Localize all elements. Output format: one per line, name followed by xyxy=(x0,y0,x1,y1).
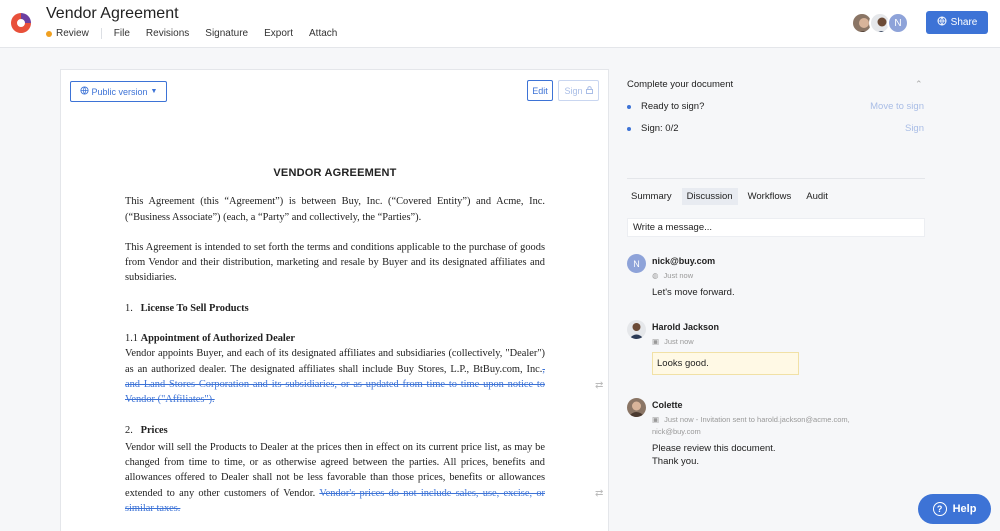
paragraph-prices xyxy=(125,440,545,516)
tab-summary[interactable]: Summary xyxy=(631,191,672,202)
sign-button[interactable] xyxy=(558,80,599,101)
subsection-title: Appointment of Authorized Dealer xyxy=(140,333,296,345)
revert-change-icon[interactable]: ⇄ xyxy=(595,380,604,391)
lock-icon: ▣ xyxy=(652,415,660,424)
message-meta xyxy=(652,336,694,347)
lock-icon xyxy=(586,86,593,96)
message-input[interactable]: Write a message... xyxy=(627,218,925,237)
share-button[interactable] xyxy=(926,11,988,34)
collaborator-avatars xyxy=(855,12,909,34)
text-kept: Vendor will sell the Products to Dealer at the prices then in effect on its current price list, as may be changed from time to time, or as otherwise agreed between the parties. All prices, benefits and allowances offered to Dealer shall not be less favorable than those prices, benefits or allowances extended to any other customers of Vendor. xyxy=(125,441,545,499)
share-label: Share xyxy=(950,17,978,28)
message-meta-cont: nick@buy.com xyxy=(652,427,701,436)
sidebar-tabs xyxy=(626,188,838,205)
message-author: nick@buy.com xyxy=(652,256,716,266)
message-meta xyxy=(652,414,850,425)
edit-button[interactable]: Edit xyxy=(527,80,553,101)
sidebar xyxy=(610,48,1000,531)
message-time: Just now xyxy=(663,271,694,280)
text-kept: Vendor appoints Buyer, and each of its designated affiliates and subsidiaries (collectively, "Dealer") as an authorized dealer. The designated affiliates shall include Buy Stores, L.P., BtBuy.com, Inc. xyxy=(125,348,545,375)
section-number: 2. xyxy=(125,424,133,436)
step-label: Ready to sign? xyxy=(641,101,705,112)
tab-discussion[interactable]: Discussion xyxy=(682,188,738,205)
message-author: Colette xyxy=(652,400,683,410)
section-heading-prices xyxy=(125,423,545,438)
step-bullet-icon xyxy=(627,105,631,109)
avatar xyxy=(627,398,646,417)
document-body[interactable] xyxy=(125,166,545,531)
globe-icon: ◍ xyxy=(652,271,659,280)
subsection-heading-dealer xyxy=(125,331,545,346)
paragraph-dealer xyxy=(125,346,545,407)
caret-down-icon: ▼ xyxy=(150,88,158,95)
menu-revisions[interactable]: Revisions xyxy=(145,28,190,39)
menu-export[interactable]: Export xyxy=(264,28,293,39)
document-panel xyxy=(60,69,609,531)
document-title[interactable]: Vendor Agreement xyxy=(46,5,179,22)
step-bullet-icon xyxy=(627,127,631,131)
message-text: Thank you. xyxy=(652,456,699,467)
document-heading: VENDOR AGREEMENT xyxy=(273,167,397,179)
step-sign-count xyxy=(627,123,679,134)
subsection-number: 1.1 xyxy=(125,333,138,345)
message-text-highlighted: Looks good. xyxy=(652,352,799,375)
help-button[interactable] xyxy=(918,494,991,524)
message-author: Harold Jackson xyxy=(652,322,720,332)
complete-document-title: Complete your document xyxy=(627,79,734,90)
menu-review-label: Review xyxy=(56,28,89,39)
top-menu xyxy=(46,28,353,39)
move-to-sign-link[interactable]: Move to sign xyxy=(870,101,924,112)
revert-change-icon[interactable]: ⇄ xyxy=(595,488,604,499)
public-version-dropdown[interactable] xyxy=(70,81,167,102)
message-time: Just now xyxy=(664,337,694,346)
text-deleted: Vendor's prices do not include sales, use, excise, or similar taxes. xyxy=(125,487,545,515)
message-time: Just now - Invitation sent to harold.jackson@acme.com, xyxy=(664,415,850,424)
tab-workflows[interactable]: Workflows xyxy=(747,191,792,202)
lock-icon: ▣ xyxy=(652,337,660,346)
menu-signature[interactable]: Signature xyxy=(205,28,249,39)
menu-attach[interactable]: Attach xyxy=(309,28,338,39)
help-label: Help xyxy=(952,503,977,515)
paragraph-parties: This Agreement (this “Agreement”) is between Buy, Inc. (“Covered Entity”) and Acme, Inc. (“Business Associate”) (each, a “Party” and collectively, the “Parties”). xyxy=(125,196,545,223)
menu-review[interactable] xyxy=(46,28,102,39)
avatar: N xyxy=(627,254,646,273)
menu-file[interactable]: File xyxy=(113,28,130,39)
section-heading-license xyxy=(125,301,545,316)
globe-icon xyxy=(80,86,89,97)
avatar-n[interactable]: N xyxy=(887,12,909,34)
section-title: License To Sell Products xyxy=(140,302,249,314)
section-number: 1. xyxy=(125,302,133,314)
sign-button-label: Sign xyxy=(564,85,583,96)
app-logo-icon[interactable] xyxy=(10,10,32,36)
question-icon: ? xyxy=(933,502,947,516)
text-deleted: , and Land Stores Corporation and its subsidiaries, or as updated from time to time upon notice to Vendor ("Affiliates"). xyxy=(125,363,545,406)
tab-audit[interactable]: Audit xyxy=(806,191,828,202)
paragraph-intent: This Agreement is intended to set forth the terms and conditions applicable to the purchase of goods from Vendor and their distribution, marketing and resale by Buyer and its designated affiliates and subsidiaries. xyxy=(125,241,545,284)
section-title: Prices xyxy=(140,424,168,436)
public-version-label: Public version xyxy=(91,86,148,97)
step-label: Sign: 0/2 xyxy=(641,123,679,134)
globe-icon xyxy=(937,16,947,29)
step-ready-to-sign xyxy=(627,101,704,112)
top-bar xyxy=(0,0,1000,48)
message-text: Let's move forward. xyxy=(652,287,735,298)
review-status-dot xyxy=(46,31,52,37)
sign-link[interactable]: Sign xyxy=(904,123,924,134)
divider xyxy=(627,178,925,179)
message-meta xyxy=(652,270,693,281)
avatar xyxy=(627,320,646,339)
message-text: Please review this document. xyxy=(652,443,776,454)
collapse-icon[interactable]: ⌃ xyxy=(915,79,923,89)
